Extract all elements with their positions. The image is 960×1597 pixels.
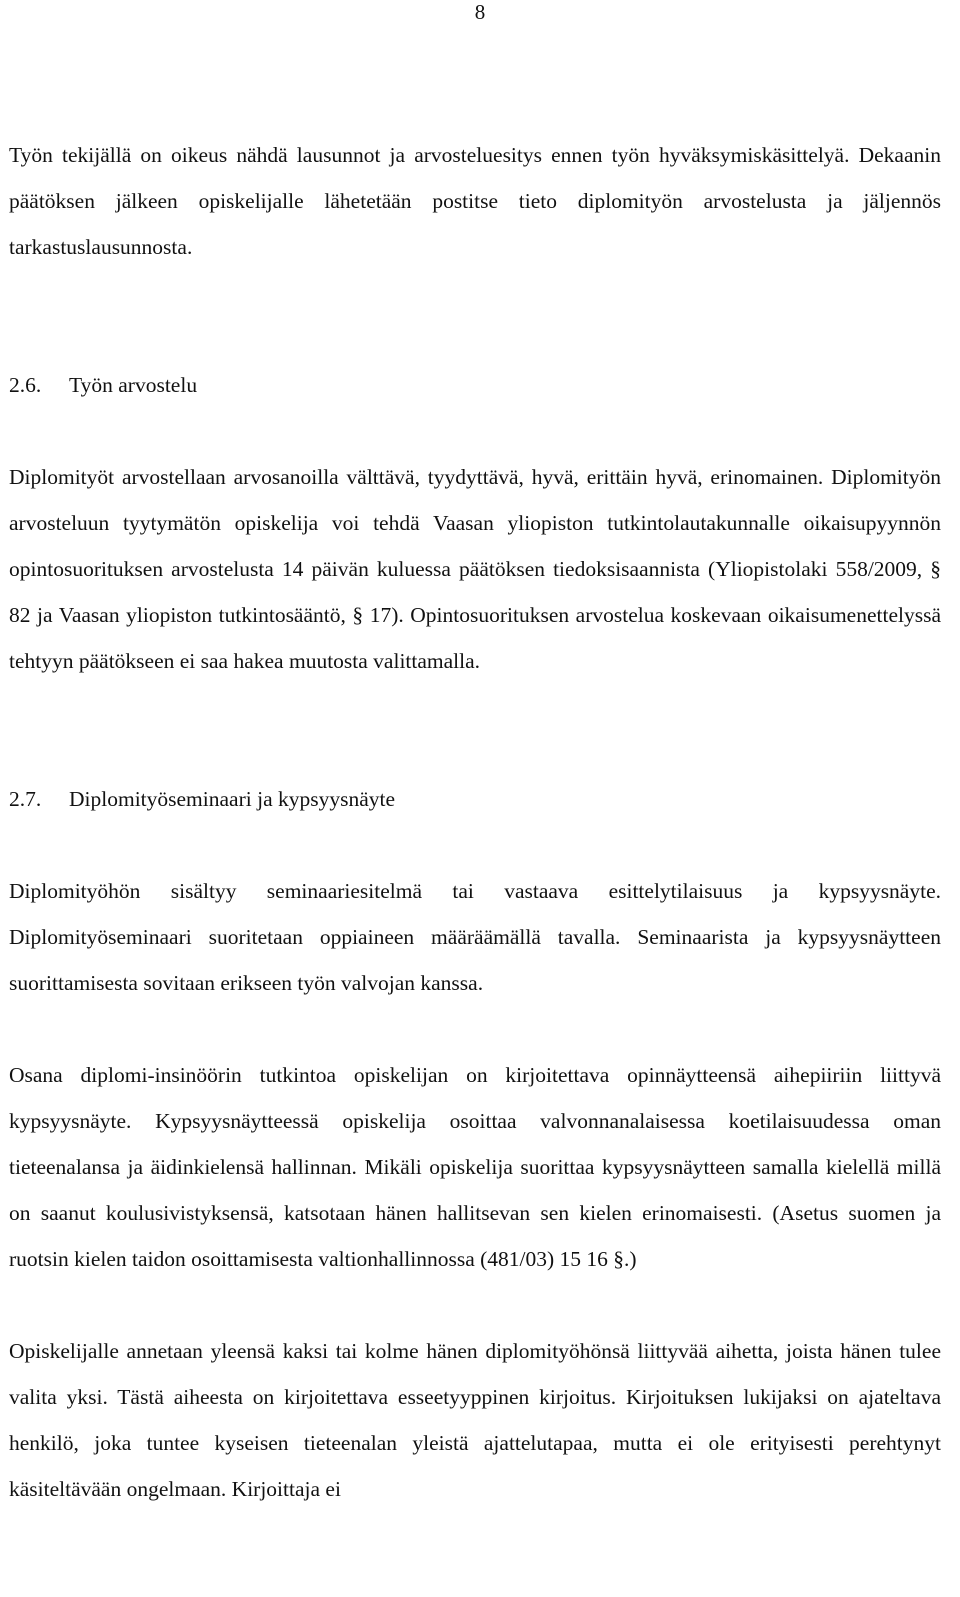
spacer (9, 822, 941, 868)
paragraph-essay-topics: Opiskelijalle annetaan yleensä kaksi tai kolme hänen diplomityöhönsä liittyvää aihetta, joista hänen tulee valita yksi. Tästä aiheesta on kirjoitettava esseetyyppinen kirjoitus. Kirjoituksen lukijaksi on ajateltava henkilö, joka tuntee kyseisen tieteenalan yleistä ajattelutapaa, mutta ei ole erityisesti perehtynyt käsiteltävään ongelmaan. Kirjoittaja ei (9, 1339, 941, 1501)
spacer (9, 1282, 941, 1328)
document-body (9, 132, 941, 1512)
spacer (9, 408, 941, 454)
section-title: Työn arvostelu (69, 373, 198, 397)
page-number: 8 (474, 0, 486, 24)
paragraph-review-rights: Työn tekijällä on oikeus nähdä lausunnot ja arvosteluesitys ennen työn hyväksymiskäsittelyä. Dekaanin päätöksen jälkeen opiskelijalle lähetetään postitse tieto diplomityön arvostelusta ja jäljennös tarkastuslausunnosta. (9, 143, 941, 259)
paragraph-seminar: Diplomityöhön sisältyy seminaariesitelmä tai vastaava esittelytilaisuus ja kypsyysnäyte. Diplomityöseminaari suoritetaan oppiaineen määräämällä tavalla. Seminaarista ja kypsyysnäytteen suorittamisesta sovitaan erikseen työn valvojan kanssa. (9, 879, 941, 995)
section-number: 2.7. (9, 787, 42, 811)
paragraph-grading: Diplomityöt arvostellaan arvosanoilla välttävä, tyydyttävä, hyvä, erittäin hyvä, erinomainen. Diplomityön arvosteluun tyytymätön opiskelija voi tehdä Vaasan yliopiston tutkintolautakunnalle oikaisupyynnön opintosuorituksen arvostelusta 14 päivän kuluessa päätöksen tiedoksisaannista (Yliopistolaki 558/2009, § 82 ja Vaasan yliopiston tutkintosääntö, § 17). Opintosuorituksen arvostelua koskevaan oikaisumenettelyssä tehtyyn päätökseen ei saa hakea muutosta valittamalla. (9, 465, 941, 673)
section-title: Diplomityöseminaari ja kypsyysnäyte (69, 787, 396, 811)
paragraph-maturity-test: Osana diplomi-insinöörin tutkintoa opiskelijan on kirjoitettava opinnäytteensä aihepiiriin liittyvä kypsyysnäyte. Kypsyysnäytteessä opiskelija osoittaa valvonnanalaisessa koetilaisuudessa oman tieteenalansa ja äidinkielensä hallinnan. Mikäli opiskelija suorittaa kypsyysnäytteen samalla kielellä millä on saanut koulusivistyksensä, katsotaan hänen hallitsevan sen kielen erinomaisesti. (Asetus suomen ja ruotsin kielen taidon osoittamisesta valtionhallinnossa (481/03) 15 16 §.) (9, 1063, 941, 1271)
spacer (9, 684, 941, 776)
section-number: 2.6. (9, 373, 42, 397)
section-heading-2-6 (9, 362, 941, 408)
section-heading-2-7 (9, 776, 941, 822)
spacer (9, 1006, 941, 1052)
spacer (9, 270, 941, 362)
